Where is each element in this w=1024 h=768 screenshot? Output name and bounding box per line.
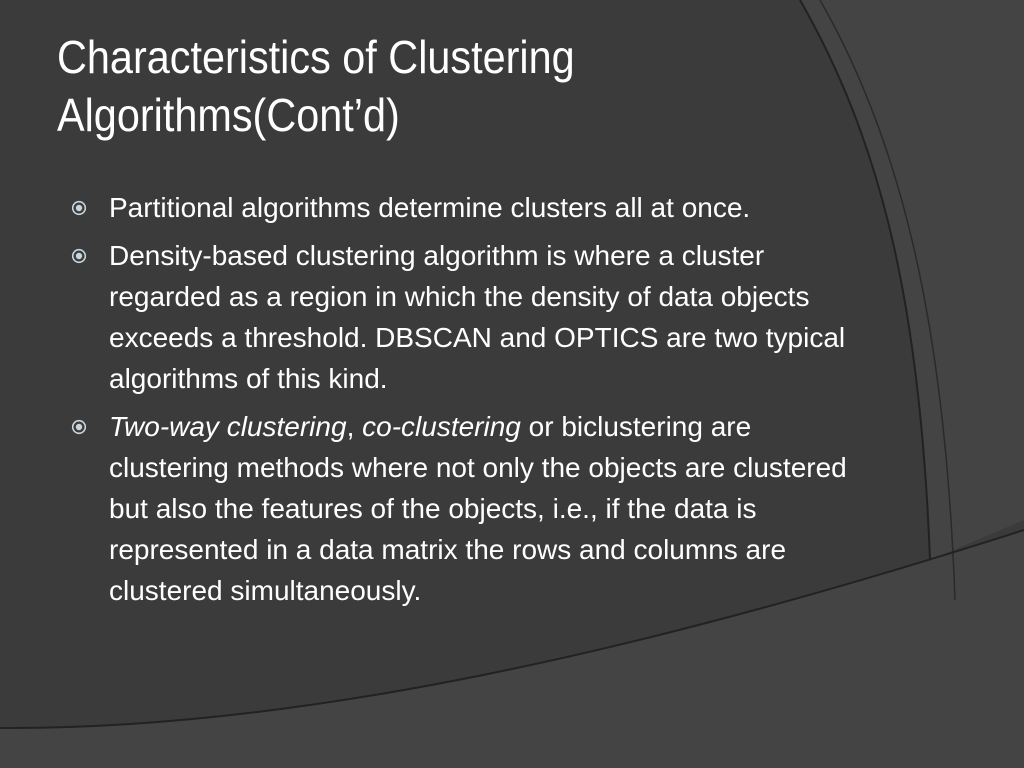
slide-title-line-2: Algorithms(Cont’d) [57,89,400,141]
italic-term-two-way: Two-way clustering [109,411,347,442]
term-separator: , [346,411,363,442]
bullet-item-partitional [68,187,878,228]
bullet-list [68,187,878,618]
circled-dot-icon [71,248,87,264]
bullet-item-density-based [68,235,878,399]
bullet-text: Density-based clustering algorithm is where a cluster regarded as a region in which the density of data objects exceeds a threshold. DBSCAN and OPTICS are two typical algorithms of this kind. [109,240,846,394]
italic-term-co-clustering: co-clustering [362,411,521,442]
bullet-text: or biclustering are clustering methods where not only the objects are clustered but also the features of the objects, i.e., if the data is represented in a data matrix the rows and columns are clustered simultaneously. [109,411,847,606]
circled-dot-icon [71,419,87,435]
slide-title-line-1: Characteristics of Clustering [57,31,575,83]
slide-title [57,28,831,144]
bullet-item-two-way-clustering [68,406,878,611]
circled-dot-icon [71,200,87,216]
bullet-text: Partitional algorithms determine clusters all at once. [109,192,751,223]
